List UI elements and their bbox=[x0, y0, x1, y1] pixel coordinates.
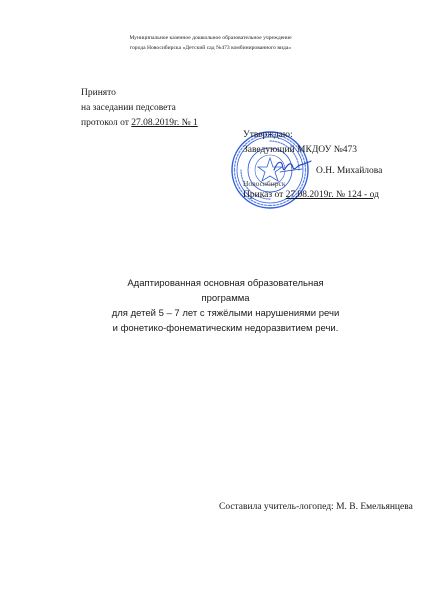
author-credit: Составила учитель-логопед: М. В. Емельянцева bbox=[219, 502, 413, 512]
document-title bbox=[0, 276, 421, 336]
document-title-line-2: программа bbox=[201, 293, 250, 304]
document-title-line-4: и фонетико-фонематическим недоразвитием речи. bbox=[112, 323, 339, 334]
accepted-meeting: на заседании педсовета bbox=[81, 103, 176, 113]
approve-order bbox=[243, 188, 379, 203]
institution-header bbox=[0, 33, 421, 53]
approve-position: Заведующий МКДОУ №473 bbox=[243, 145, 358, 155]
handwritten-signature-icon bbox=[272, 156, 312, 176]
approve-name: О.Н. Михайлова bbox=[316, 166, 383, 176]
institution-header-line-1: Муниципальное казенное дошкольное образовательное учреждение bbox=[129, 35, 292, 41]
approve-city: Новосибирск bbox=[243, 179, 286, 188]
accepted-protocol bbox=[81, 116, 198, 131]
accepted-title: Принято bbox=[81, 88, 116, 98]
approve-label: Утверждаю: bbox=[243, 130, 293, 140]
accepted-block bbox=[81, 86, 198, 131]
accepted-protocol-value: 27.08.2019г. № 1 bbox=[131, 118, 198, 128]
approve-order-value: 27.08.2019г. № 124 - од bbox=[285, 190, 379, 200]
document-title-line-3: для детей 5 – 7 лет с тяжёлыми нарушениями речи bbox=[111, 308, 340, 319]
accepted-protocol-prefix: протокол от bbox=[81, 118, 132, 128]
approve-order-prefix: Приказ от bbox=[243, 190, 286, 200]
document-title-line-1: Адаптированная основная образовательная bbox=[127, 278, 324, 289]
institution-header-line-2: города Новосибирска «Детский сад №473 комбинированного вида» bbox=[129, 45, 292, 51]
